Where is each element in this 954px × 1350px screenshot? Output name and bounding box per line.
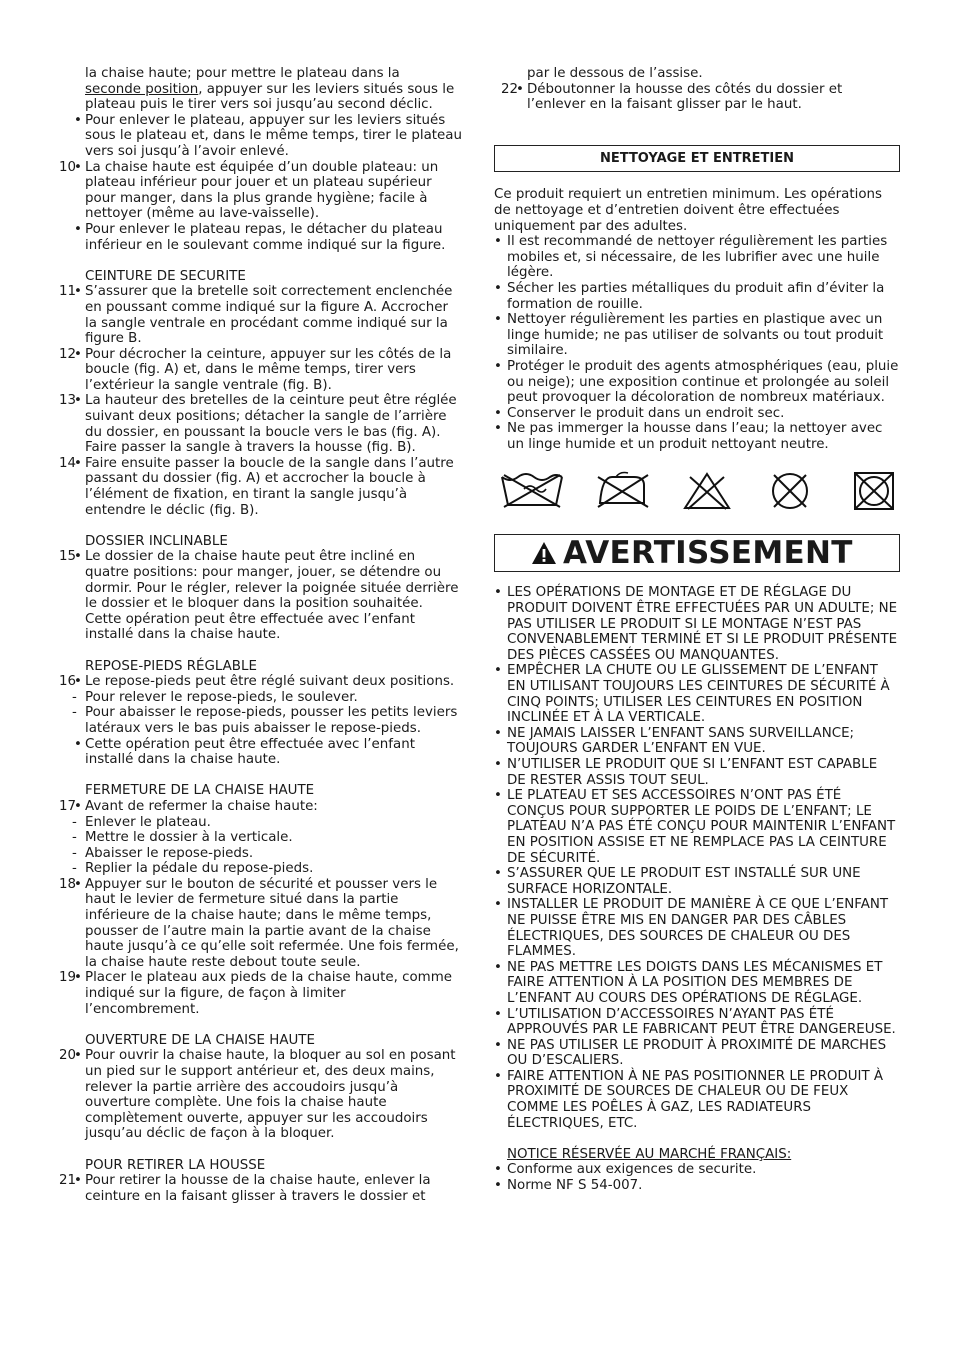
intro-text: la chaise haute; pour mettre le plateau dans la bbox=[85, 66, 400, 81]
list-item: • INSTALLER LE PRODUIT DE MANIÈRE À CE QUE L’ENFANT NE PUISSE ÊTRE MIS EN DANGER PAR DES CÂBLES ÉLECTRIQUES, DES SOURCES DE CHALEUR OU DES FLAMMES. bbox=[494, 897, 889, 960]
list-item: • NE JAMAIS LAISSER L’ENFANT SANS SURVEILLANCE; TOUJOURS GARDER L’ENFANT EN VUE. bbox=[494, 725, 855, 757]
section-heading: POUR RETIRER LA HOUSSE bbox=[85, 1157, 266, 1173]
list-item: - Abaisser le repose-pieds. bbox=[72, 845, 254, 861]
care-symbols bbox=[494, 471, 900, 515]
no-dry-clean-icon bbox=[766, 471, 814, 511]
list-item: 14 • Faire ensuite passer la boucle de la sangle dans l’autre passant du dossier (fig. A) et accrocher la boucle à l’élément de fixation, en tirant la sangle jusqu’à entendre le déclic (fig. B). bbox=[58, 455, 454, 518]
warning-icon bbox=[531, 541, 557, 565]
no-bleach-icon bbox=[682, 471, 732, 511]
warning-title: AVERTISSEMENT bbox=[563, 535, 853, 572]
left-column bbox=[52, 66, 462, 1204]
list-item: • FAIRE ATTENTION À NE PAS POSITIONNER LE PRODUIT À PROXIMITÉ DE SOURCES DE CHALEUR OU DE FEUX COMME LES POÊLES À GAZ, LES RADIATEURS ÉLECTRIQUES, ETC. bbox=[494, 1068, 884, 1131]
list-item: 16 • Le repose-pieds peut être réglé suivant deux positions. bbox=[58, 674, 455, 690]
no-tumble-dry-icon bbox=[852, 471, 896, 511]
list-item: 17 • Avant de refermer la chaise haute: bbox=[58, 798, 318, 814]
list-item: • LE PLATEAU ET SES ACCESSOIRES N’ONT PAS ÉTÉ CONÇUS POUR SUPPORTER LE POIDS DE L’ENFANT; LE PLATEAU N’A PAS ÉTÉ CONÇU POUR MAINTENIR L’ENFANT EN POSITION ASSISE ET NE REMPLACE PAS LA CEINTURE DE SÉCURITÉ. bbox=[494, 788, 896, 866]
list-item: • Ne pas immerger la housse dans l’eau; la nettoyer avec un linge humide et un produit nettoyant neutre. bbox=[494, 421, 883, 452]
list-item: • Protéger le produit des agents atmosphériques (eau, pluie ou neige); une exposition continue et prolongée au soleil peut provoquer la décoloration de nombreux matériaux. bbox=[494, 358, 899, 406]
list-item: - Mettre le dossier à la verticale. bbox=[72, 830, 293, 846]
section-title-box: NETTOYAGE ET ENTRETIEN bbox=[494, 145, 900, 173]
list-item: • L’UTILISATION D’ACCESSOIRES N’AYANT PAS ÉTÉ APPROUVÉS PAR LE FABRICANT PEUT ÊTRE DANGEREUSE. bbox=[494, 1006, 896, 1038]
notice-list bbox=[494, 1162, 900, 1193]
notice-title: NOTICE RÉSERVÉE AU MARCHÉ FRANÇAIS: bbox=[507, 1146, 792, 1162]
list-item: • Cette opération peut être effectuée avec l’enfant installé dans la chaise haute. bbox=[74, 736, 415, 768]
no-iron-icon bbox=[594, 471, 652, 511]
list-item: • NE PAS UTILISER LE PRODUIT À PROXIMITÉ DE MARCHES OU D’ESCALIERS. bbox=[494, 1037, 887, 1069]
list-item: 22 • Déboutonner la housse des côtés du dossier et l’enlever en la faisant glisser par le haut. bbox=[500, 81, 843, 113]
no-wash-icon bbox=[498, 471, 568, 511]
list-item: • Pour enlever le plateau, appuyer sur les leviers situés sous le plateau et, dans le même temps, tirer le plateau vers soi jusqu’à l’avoir enlevé. bbox=[74, 112, 462, 159]
care-list bbox=[494, 234, 900, 452]
list-item: • LES OPÉRATIONS DE MONTAGE ET DE RÉGLAGE DU PRODUIT DOIVENT ÊTRE EFFECTUÉES PAR UN ADULTE; NE PAS UTILISER LE PRODUIT SI LE MONTAGE N’EST PAS CONVENABLEMENT TERMINÉ ET SI LE PRODUIT PRÉSENTE DES PIÈCES CASSÉES OU MANQUANTES. bbox=[494, 585, 898, 663]
list-item: - Replier la pédale du repose-pieds. bbox=[72, 861, 314, 877]
section-heading: DOSSIER INCLINABLE bbox=[85, 533, 228, 549]
list-item: 21 • Pour retirer la housse de la chaise haute, enlever la ceinture en la faisant glisser à travers le dossier et bbox=[58, 1173, 431, 1204]
list-item: 13 • La hauteur des bretelles de la ceinture peut être réglée suivant deux positions; détacher la sangle de l’arrière du dossier, en poussant la boucle vers le bas (fig. A). Faire passer la sangle à travers la housse (fig. B). bbox=[58, 393, 457, 456]
list-item: 20 • Pour ouvrir la chaise haute, la bloquer au sol en posant un pied sur le support antérieur et, des deux mains, relever la partie arrière des accoudoirs jusqu’à ouverture complète. Une fois la chaise haute complètement ouverte, appuyer sur les accoudoirs jusqu’au déclic de façon à la bloquer. bbox=[58, 1048, 456, 1142]
list-item: - Pour abaisser le repose-pieds, pousser les petits leviers latéraux vers le bas puis abaisser le repose-pieds. bbox=[72, 705, 458, 736]
list-item: • Sécher les parties métalliques du produit afin d’éviter la formation de rouille. bbox=[494, 280, 885, 312]
list-item: • EMPÊCHER LA CHUTE OU LE GLISSEMENT DE L’ENFANT EN UTILISANT TOUJOURS LES CEINTURES DE SÉCURITÉ À CINQ POINTS; UTILISER LES CEINTURES EN POSITION INCLINÉE ET À LA VERTICALE. bbox=[494, 663, 890, 726]
intro-paragraph bbox=[52, 66, 462, 113]
intro-underlined: seconde position bbox=[85, 81, 199, 97]
intro-rest: , appuyer sur les leviers situés sous le plateau puis le tirer vers soi jusqu’au second déclic. bbox=[85, 81, 455, 113]
list-item: • N’UTILISER LE PRODUIT QUE SI L’ENFANT EST CAPABLE DE RESTER ASSIS TOUT SEUL. bbox=[494, 757, 878, 788]
section-heading: CEINTURE DE SECURITE bbox=[85, 268, 246, 284]
list-item: 12 • Pour décrocher la ceinture, appuyer sur les côtés de la boucle (fig. A) et, dans le même temps, tirer vers l’extérieur la sangle ventrale (fig. B). bbox=[58, 346, 452, 393]
section-heading: REPOSE-PIEDS RÉGLABLE bbox=[85, 658, 257, 674]
care-intro: Ce produit requiert un entretien minimum. Les opérations de nettoyage et d’entretien doivent être effectuées uniquement par des adultes. bbox=[494, 187, 883, 234]
section-heading: FERMETURE DE LA CHAISE HAUTE bbox=[85, 783, 315, 799]
list-item: 19 • Placer le plateau aux pieds de la chaise haute, comme indiqué sur la figure, de façon à limiter l’encombrement. bbox=[58, 970, 452, 1017]
list-item: 15 • Le dossier de la chaise haute peut être incliné en quatre positions: pour manger, jouer, se détendre ou dormir. Pour le régler, relever la poignée située derrière le dossier et le bloquer dans la position souhaitée. Cette opération peut être effectuée avec l’enfant installé dans la chaise haute. bbox=[58, 549, 459, 643]
list-item: • NE PAS METTRE LES DOIGTS DANS LES MÉCANISMES ET FAIRE ATTENTION À LA POSITION DES MEMBRES DE L’ENFANT AU COURS DES OPÉRATIONS DE RÉGLAGE. bbox=[494, 959, 883, 1006]
list-item: • Il est recommandé de nettoyer régulièrement les parties mobiles et, si nécessaire, de les lubrifier avec une huile légère. bbox=[494, 234, 888, 281]
list-item: • Pour enlever le plateau repas, le détacher du plateau inférieur en le soulevant comme indiqué sur la figure. bbox=[74, 221, 446, 253]
list-item: • S’ASSURER QUE LE PRODUIT EST INSTALLÉ SUR UNE SURFACE HORIZONTALE. bbox=[494, 866, 861, 897]
right-column bbox=[494, 66, 900, 1194]
list-item: - Pour relever le repose-pieds, le soulever. bbox=[72, 689, 358, 705]
list-item: 11 • S’assurer que la bretelle soit correctement enclenchée en poussant comme indiqué sur la figure A. Accrocher la sangle ventrale en procédant comme indiqué sur la figure B. bbox=[58, 284, 453, 347]
warning-box bbox=[494, 534, 900, 572]
list-item: 10 • La chaise haute est équipée d’un double plateau: un plateau inférieur pour jouer et un plateau supérieur pour manger, dans la plus grande hygiène; facile à nettoyer (même au lave-vaisselle). bbox=[58, 159, 439, 222]
section-heading: OUVERTURE DE LA CHAISE HAUTE bbox=[85, 1032, 315, 1048]
warning-list bbox=[494, 585, 900, 1131]
list-item: - Enlever le plateau. bbox=[72, 814, 211, 830]
list-item: • Nettoyer régulièrement les parties en plastique avec un linge humide; ne pas utiliser de solvants ou tout produit similaire. bbox=[494, 312, 884, 359]
list-item: • Norme NF S 54-007. bbox=[494, 1178, 643, 1194]
list-item: • Conforme aux exigences de securite. bbox=[494, 1162, 757, 1178]
list-item: 18 • Appuyer sur le bouton de sécurité et pousser vers le haut le levier de fermeture situé dans la partie inférieure de la chaise haute; dans le même temps, pousser de l’autre main la partie avant de la chaise haute jusqu’à ce qu’elle soit refermée. Une fois fermée, la chaise haute reste debout toute seule. bbox=[58, 876, 459, 970]
list-item: • Conserver le produit dans un endroit sec. bbox=[494, 405, 785, 421]
continued-text: par le dessous de l’assise. bbox=[527, 66, 703, 81]
